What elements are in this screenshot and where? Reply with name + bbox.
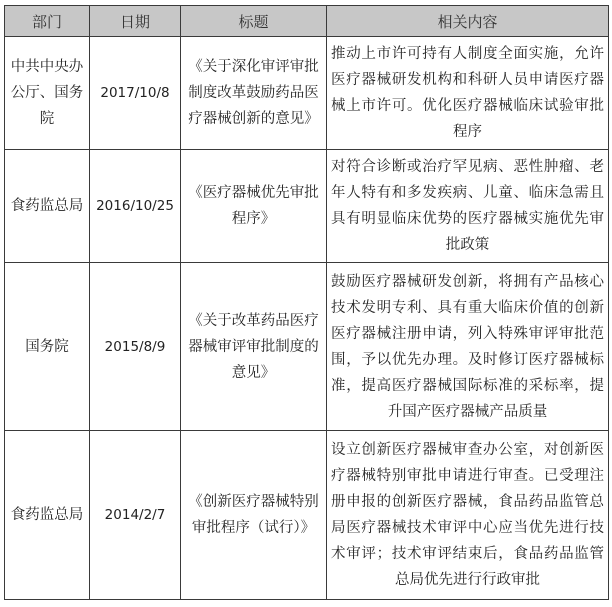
table-row — [5, 37, 609, 150]
cell-dept: 食药监总局 — [5, 150, 90, 263]
cell-dept: 中共中央办公厅、国务院 — [5, 37, 90, 150]
cell-content: 推动上市许可持有人制度全面实施，允许医疗器械研发机构和科研人员申请医疗器械上市许可。优化医疗器械临床试验审批程序 — [327, 37, 609, 150]
table-row — [5, 150, 609, 263]
cell-title: 《创新医疗器械特别审批程序（试行）》 — [181, 431, 327, 600]
table-row — [5, 431, 609, 600]
cell-date: 2016/10/25 — [90, 150, 181, 263]
cell-content: 鼓励医疗器械研发创新，将拥有产品核心技术发明专利、具有重大临床价值的创新医疗器械注册申请，列入特殊审评审批范围，予以优先办理。及时修订医疗器械标准，提高医疗器械国际标准的采标率，提升国产医疗器械产品质量 — [327, 263, 609, 431]
cell-title: 《关于改革药品医疗器械审评审批制度的意见》 — [181, 263, 327, 431]
table-row — [5, 263, 609, 431]
header-content: 相关内容 — [327, 6, 609, 37]
cell-content: 设立创新医疗器械审查办公室，对创新医疗器械特别审批申请进行审查。已受理注册申报的创新医疗器械，食品药品监管总局医疗器械技术审评中心应当优先进行技术审评；技术审评结束后，食品药品监管总局优先进行行政审批 — [327, 431, 609, 600]
cell-dept: 国务院 — [5, 263, 90, 431]
header-row — [5, 6, 609, 37]
header-dept: 部门 — [5, 6, 90, 37]
cell-dept: 食药监总局 — [5, 431, 90, 600]
cell-content: 对符合诊断或治疗罕见病、恶性肿瘤、老年人特有和多发疾病、儿童、临床急需且具有明显临床优势的医疗器械实施优先审批政策 — [327, 150, 609, 263]
cell-date: 2017/10/8 — [90, 37, 181, 150]
header-date: 日期 — [90, 6, 181, 37]
cell-date: 2014/2/7 — [90, 431, 181, 600]
policy-table — [4, 5, 609, 600]
cell-title: 《关于深化审评审批制度改革鼓励药品医疗器械创新的意见》 — [181, 37, 327, 150]
cell-date: 2015/8/9 — [90, 263, 181, 431]
header-title: 标题 — [181, 6, 327, 37]
cell-title: 《医疗器械优先审批程序》 — [181, 150, 327, 263]
